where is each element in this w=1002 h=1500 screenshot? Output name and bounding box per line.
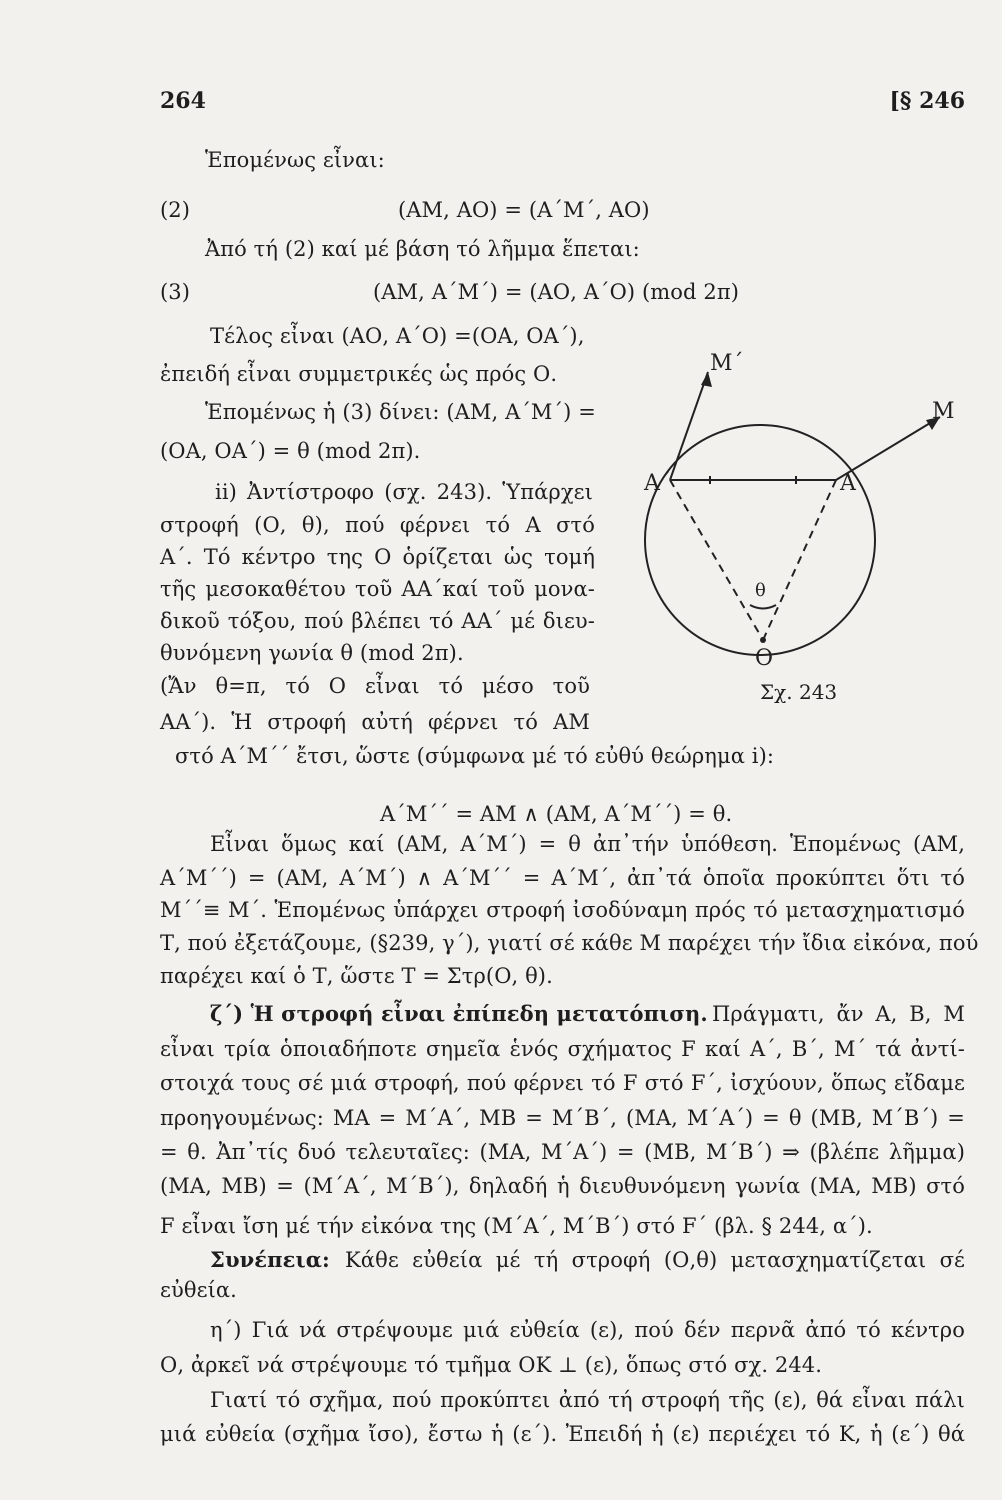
text-line: Πράγματι, ἄν Α, Β, Μ — [712, 1002, 965, 1026]
label-M: Μ — [932, 399, 955, 424]
text-line: Εἶναι ὅμως καί (ΑΜ, Α΄Μ΄) = θ ἀπ᾽τήν ὑπόθεση. Ἑπομένως (ΑΜ, — [210, 832, 965, 856]
page-number: 264 — [160, 88, 206, 114]
text-line: στροφή (Ο, θ), πού φέρνει τό Α στό — [160, 513, 595, 537]
text-line: Ἑπομένως εἶναι: — [205, 148, 385, 172]
text-line: (Ἄν θ=π, τό Ο εἶναι τό μέσο τοῦ — [160, 674, 590, 698]
text-line: Α΄Μ΄΄) = (ΑΜ, Α΄Μ΄) ∧ Α΄Μ΄΄ = Α΄Μ΄, ἀπ᾽τά ὁποῖα προκύπτει ὅτι τό — [160, 866, 965, 890]
text-line: (ΜΑ, ΜΒ) = (Μ΄Α΄, Μ΄Β΄), δηλαδή ἡ διευθυνόμενη γωνία (ΜΑ, ΜΒ) στό — [160, 1174, 965, 1198]
text-line: Τέλος εἶναι (ΑΟ, Α΄Ο) =(ΟΑ, ΟΑ΄), — [210, 324, 585, 348]
converse-heading-line: ii) Ἀντίστροφο (σχ. 243). Ὑπάρχει — [215, 480, 593, 504]
text-line: προηγουμένως: ΜΑ = Μ΄Α΄, ΜΒ = Μ΄Β΄, (ΜΑ, Μ΄Α΄) = θ (ΜΒ, Μ΄Β΄) = — [160, 1106, 965, 1130]
label-M-prime: Μ΄ — [710, 351, 744, 376]
corollary-label: Συνέπεια: — [210, 1247, 330, 1272]
text-line: τῆς μεσοκαθέτου τοῦ ΑΑ΄καί τοῦ μονα- — [160, 577, 595, 601]
text-line: δικοῦ τόξου, πού βλέπει τό ΑΑ΄ μέ διευ- — [160, 609, 595, 633]
equation-3: (ΑΜ, Α΄Μ΄) = (ΑΟ, Α΄Ο) (mod 2π) — [373, 280, 740, 304]
text-line: Ἑπομένως ἡ (3) δίνει: (ΑΜ, Α΄Μ΄) = — [205, 400, 596, 424]
text-line: εὐθεία. — [160, 1278, 237, 1302]
text-line: (ΟΑ, ΟΑ΄) = θ (mod 2π). — [160, 439, 421, 463]
text-line: μιά εὐθεία (σχῆμα ἴσο), ἔστω ἡ (ε΄). Ἐπειδή ἡ (ε) περιέχει τό Κ, ἡ (ε΄) θά — [160, 1422, 965, 1446]
text-line: Κάθε εὐθεία μέ τή στροφή (Ο,θ) μετασχηματίζεται σέ — [345, 1248, 965, 1272]
text-line: θυνόμενη γωνία θ (mod 2π). — [160, 641, 464, 665]
label-A-prime: Α΄ — [644, 471, 671, 496]
segment-AO — [670, 480, 763, 640]
text-line: Α΄. Τό κέντρο της Ο ὁρίζεται ὡς τομή — [160, 545, 595, 569]
text-line: στό Α΄Μ΄΄ ἔτσι, ὥστε (σύμφωνα μέ τό εὐθύ θεώρημα i): — [175, 744, 775, 768]
figure-circle — [645, 425, 875, 655]
text-line: Μ΄΄≡ Μ΄. Ἑπομένως ὑπάρχει στροφή ἰσοδύναμη πρός τό μετασχηματισμό — [160, 898, 965, 922]
equation-result: Α΄Μ΄΄ = ΑΜ ∧ (ΑΜ, Α΄Μ΄΄) = θ. — [380, 802, 733, 826]
label-A: Α — [840, 471, 856, 496]
text-line: = θ. Ἀπ᾽τίς δυό τελευταῖες: (ΜΑ, Μ΄Α΄) = (ΜΒ, Μ΄Β΄) ⇒ (βλέπε λῆμμα) — [160, 1140, 965, 1164]
vector-ApMp — [670, 372, 708, 480]
equation-2: (ΑΜ, ΑΟ) = (Α΄Μ΄, ΑΟ) — [398, 198, 650, 222]
text-line: η΄) Γιά νά στρέψουμε μιά εὐθεία (ε), πού δέν περνᾶ ἀπό τό κέντρο — [210, 1318, 965, 1342]
equation-number: (3) — [160, 280, 191, 304]
section-reference: [§ 246 — [889, 88, 965, 114]
text-line: παρέχει καί ὁ Τ, ὥστε Τ = Στρ(Ο, θ). — [160, 964, 553, 988]
text-line: εἶναι τρία ὁποιαδήποτε σημεῖα ἑνός σχήματος F καί Α΄, Β΄, Μ΄ τά ἀντί- — [160, 1037, 965, 1061]
text-line: στοιχά τους σέ μιά στροφή, πού φέρνει τό F στό F΄, ἰσχύουν, ὅπως εἴδαμε — [160, 1071, 965, 1095]
angle-arc — [750, 605, 776, 609]
text-line: Τ, πού ἐξετάζουμε, (§239, γ΄), γιατί σέ κάθε Μ παρέχει τήν ἴδια εἰκόνα, πού — [160, 931, 979, 955]
figure-caption: Σχ. 243 — [760, 680, 838, 704]
figure-243 — [600, 340, 970, 720]
text-line: Γιατί τό σχῆμα, πού προκύπτει ἀπό τή στροφή τῆς (ε), θά εἶναι πάλι — [210, 1388, 965, 1412]
text-line: F εἶναι ἴση μέ τήν εἰκόνα της (Μ΄Α΄, Μ΄Β΄) στό F΄ (βλ. § 244, α΄). — [160, 1214, 873, 1238]
segment-AprimeO — [763, 480, 836, 640]
text-line: Ο, ἀρκεῖ νά στρέψουμε τό τμῆμα ΟΚ ⊥ (ε), ὅπως στό σχ. 244. — [160, 1353, 823, 1377]
page-header — [160, 88, 965, 122]
text-line: Ἀπό τή (2) καί μέ βάση τό λῆμμα ἕπεται: — [205, 237, 640, 261]
label-O: Ο — [755, 646, 774, 671]
text-line: ΑΑ΄). Ἡ στροφή αὐτή φέρνει τό ΑΜ — [160, 710, 590, 734]
label-theta: θ — [755, 580, 766, 601]
equation-number: (2) — [160, 198, 191, 222]
text-line: ἐπειδή εἶναι συμμετρικές ὡς πρός Ο. — [160, 362, 558, 386]
section-heading-zeta: ζ΄) Ἡ στροφή εἶναι ἐπίπεδη μετατόπιση. — [210, 1001, 708, 1026]
